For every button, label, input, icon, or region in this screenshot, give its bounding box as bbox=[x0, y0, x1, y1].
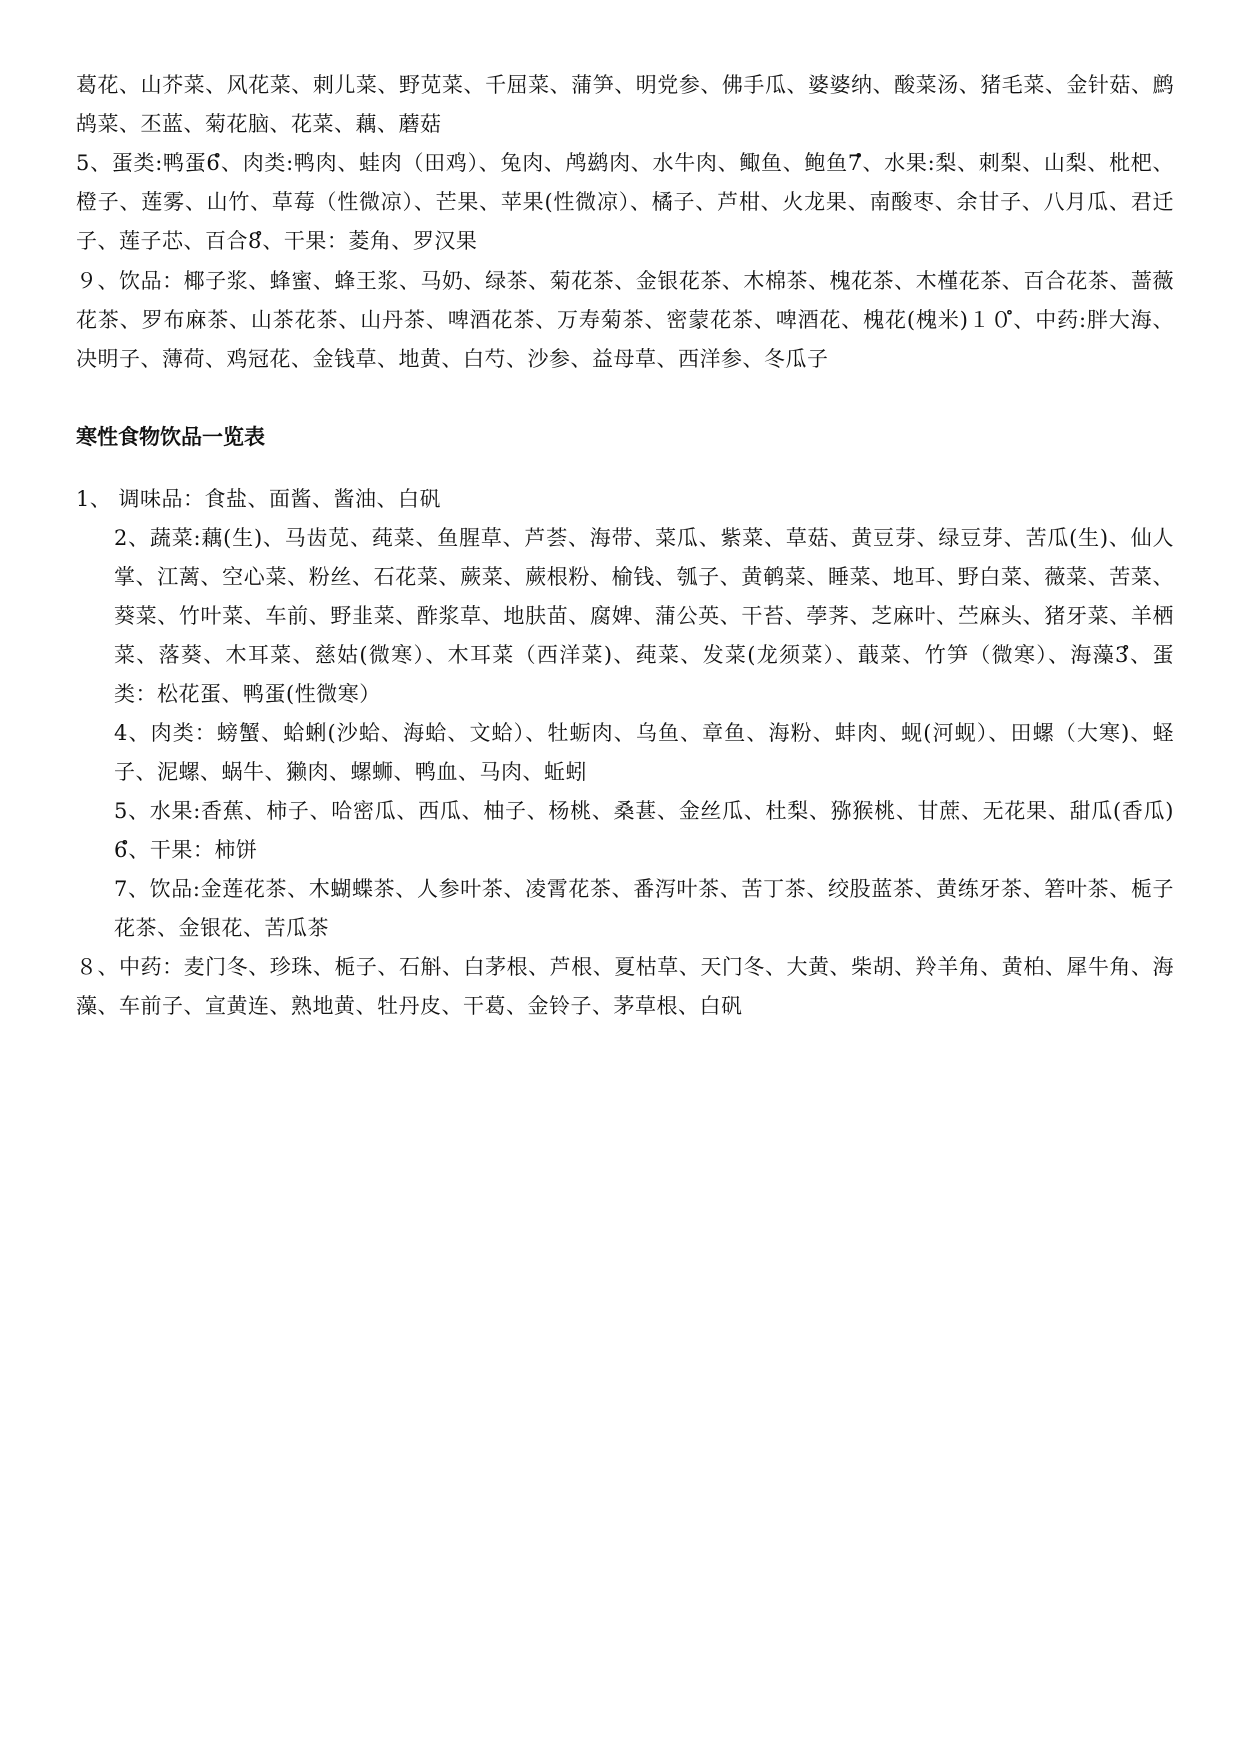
cold-foods-heading: 寒性食物饮品一览表 bbox=[76, 425, 265, 449]
cold-seasonings-paragraph: 1、 调味品：食盐、面酱、酱油、白矾 bbox=[76, 487, 442, 511]
cold-vegetables-paragraph: 2、蔬菜:藕(生)、马齿苋、莼菜、鱼腥草、芦荟、海带、菜瓜、紫菜、草菇、黄豆芽、绿豆芽、苦瓜(生)、仙人掌、江蓠、空心菜、粉丝、石花菜、蕨菜、蕨根粉、榆钱、瓠子、黄鹌菜、睡菜、地耳、野白菜、薇菜、苦菜、葵菜、竹叶菜、车前、野韭菜、酢浆草、地肤苗、腐婢、蒲公英、干苔、荸荠、芝麻叶、苎麻头、猪牙菜、羊栖菜、落葵、木耳菜、慈姑(微寒）、木耳菜（西洋菜)、莼菜、发菜(龙须菜）、蕺菜、竹笋（微寒）、海藻3ํ、蛋类：松花蛋、鸭蛋(性微寒） bbox=[114, 526, 1174, 706]
cold-fruit-paragraph: 5、水果:香蕉、柿子、哈密瓜、西瓜、柚子、杨桃、桑葚、金丝瓜、杜梨、猕猴桃、甘蔗、无花果、甜瓜(香瓜)6ํ、干果：柿饼 bbox=[114, 799, 1174, 862]
warm-drinks-herbs-paragraph: ９、饮品：椰子浆、蜂蜜、蜂王浆、马奶、绿茶、菊花茶、金银花茶、木棉茶、槐花茶、木槿花茶、百合花茶、蔷薇花茶、罗布麻茶、山茶花茶、山丹茶、啤酒花茶、万寿菊茶、密蒙花茶、啤酒花、槐花(槐米)１０ํ、中药:胖大海、决明子、薄荷、鸡冠花、金钱草、地黄、白芍、沙参、益母草、西洋参、冬瓜子 bbox=[76, 269, 1174, 371]
warm-eggs-meat-fruit-paragraph: 5、蛋类:鸭蛋6ํ、肉类:鸭肉、蛙肉（田鸡）、兔肉、鸬鹚肉、水牛肉、鲰鱼、鲍鱼7ํ、水果:梨、刺梨、山梨、枇杷、橙子、莲雾、山竹、草莓（性微凉）、芒果、苹果(性微凉）、橘子、芦柑、火龙果、南酸枣、余甘子、八月瓜、君迁子、莲子芯、百合8ํ、干果：菱角、罗汉果 bbox=[76, 151, 1174, 253]
cold-herbs-paragraph: ８、中药：麦门冬、珍珠、栀子、石斛、白茅根、芦根、夏枯草、天门冬、大黄、柴胡、羚羊角、黄柏、犀牛角、海藻、车前子、宣黄连、熟地黄、牡丹皮、干葛、金铃子、茅草根、白矾 bbox=[76, 955, 1174, 1018]
cold-meat-paragraph: 4、肉类：螃蟹、蛤蜊(沙蛤、海蛤、文蛤）、牡蛎肉、乌鱼、章鱼、海粉、蚌肉、蚬(河蚬）、田螺（大寒)、蛏子、泥螺、蜗牛、獭肉、螺蛳、鸭血、马肉、蚯蚓 bbox=[114, 721, 1174, 784]
warm-vegetables-continued-paragraph: 葛花、山芥菜、风花菜、刺儿菜、野苋菜、千屈菜、蒲笋、明党参、佛手瓜、婆婆纳、酸菜汤、猪毛菜、金针菇、鹧鸪菜、丕蓝、菊花脑、花菜、藕、蘑菇 bbox=[76, 73, 1174, 136]
cold-drinks-paragraph: 7、饮品:金莲花茶、木蝴蝶茶、人参叶茶、凌霄花茶、番泻叶茶、苦丁茶、绞股蓝茶、黄练牙茶、箬叶茶、栀子花茶、金银花、苦瓜茶 bbox=[114, 877, 1174, 940]
